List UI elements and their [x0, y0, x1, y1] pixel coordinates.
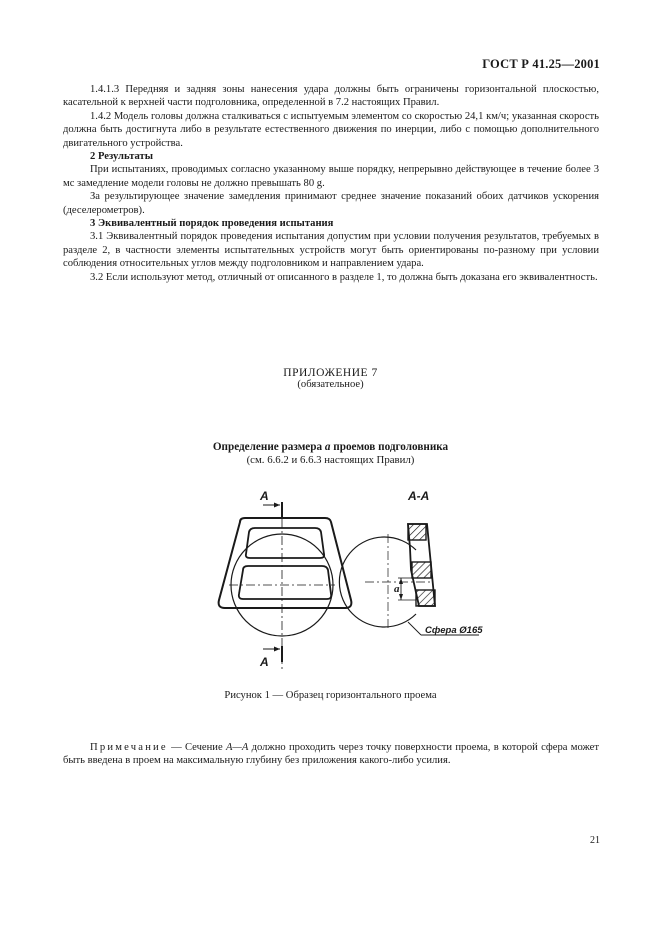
paragraph-results-1: При испытаниях, проводимых согласно указанному выше порядку, непрерывно действующее в течение более 3 мс замедление модели головы не должно превышать 80 g. [63, 164, 599, 189]
heading-end: проемов подголовника [330, 441, 449, 453]
note-paragraph [63, 741, 599, 768]
body-text [63, 83, 599, 284]
note-label: Примечание [90, 742, 168, 753]
figure-note [63, 741, 599, 768]
paragraph-1-4-2: 1.4.2 Модель головы должна сталкиваться с испытуемым элементом со скоростью 24,1 км/ч; указанная скорость должна быть достигнута либо в результате естественного движения по инерции, либо с помощью дополнительного двигательного устройства. [63, 110, 599, 149]
upper-slot [246, 528, 324, 558]
figure-caption: Рисунок 1 — Образец горизонтального проема [224, 690, 437, 701]
section-arrowhead-top [274, 503, 280, 508]
lower-opening [239, 566, 331, 599]
section-arrowhead-bottom [274, 647, 280, 652]
section-heading-equivalent: 3 Эквивалентный порядок проведения испытания [90, 218, 334, 230]
dimension-arrowhead-top [399, 578, 403, 584]
document-header: ГОСТ Р 41.25—2001 [482, 57, 600, 71]
section-heading-results: 2 Результаты [90, 151, 154, 163]
heading-variable: a [324, 441, 331, 453]
page-number: 21 [590, 835, 600, 846]
paragraph-3-2: 3.2 Если используют метод, отличный от описанного в разделе 1, то должна быть доказана его эквивалентность. [90, 271, 598, 283]
sphere-leader-line [408, 622, 421, 635]
appendix-status: (обязательное) [297, 379, 364, 390]
hatch-middle [412, 562, 431, 578]
hatch-upper [408, 524, 426, 540]
note-section-ref: А—А [225, 742, 249, 753]
hatch-lower [416, 590, 435, 606]
paragraph-results-2: За результирующее значение замедления принимают среднее значение показаний обоих датчиков ускорения (деселерометров). [63, 191, 599, 216]
sphere-label: Сфера Ø165 [425, 625, 483, 636]
paragraph-1-4-1-3: 1.4.1.3 Передняя и задняя зоны нанесения удара должны быть ограничены горизонтальной плоскостью, касательной к верхней части подголовника, определенной в 7.2 настоящих Правил. [63, 84, 599, 109]
paragraph-3-1: 3.1 Эквивалентный порядок проведения испытания допустим при условии получения результатов, требуемых в разделе 2, в частности элементы испытательных устройств могут быть ориентированы по-разному при условии соблюдения относительных углов между подголовником и направлением удара. [63, 231, 599, 270]
note-text-before: — Сечение [167, 742, 226, 753]
appendix-subheading: (см. 6.6.2 и 6.6.3 настоящих Правил) [246, 454, 415, 466]
appendix-heading [0, 441, 661, 453]
section-label-top: А [260, 489, 269, 503]
note-text-after: должно проходить через точку поверхности проема, в которой сфера может быть введена в проем на максимальную глубину без приложения какого-либо усилия. [63, 742, 599, 767]
heading-start: Определение размера [212, 441, 325, 453]
headrest-opening-figure [195, 488, 485, 678]
dimension-label: a [394, 583, 400, 595]
dimension-arrowhead-bottom [399, 594, 403, 600]
appendix-title: ПРИЛОЖЕНИЕ 7 [283, 367, 378, 379]
section-view-label: А-А [408, 489, 430, 503]
section-label-bottom: А [260, 655, 269, 669]
